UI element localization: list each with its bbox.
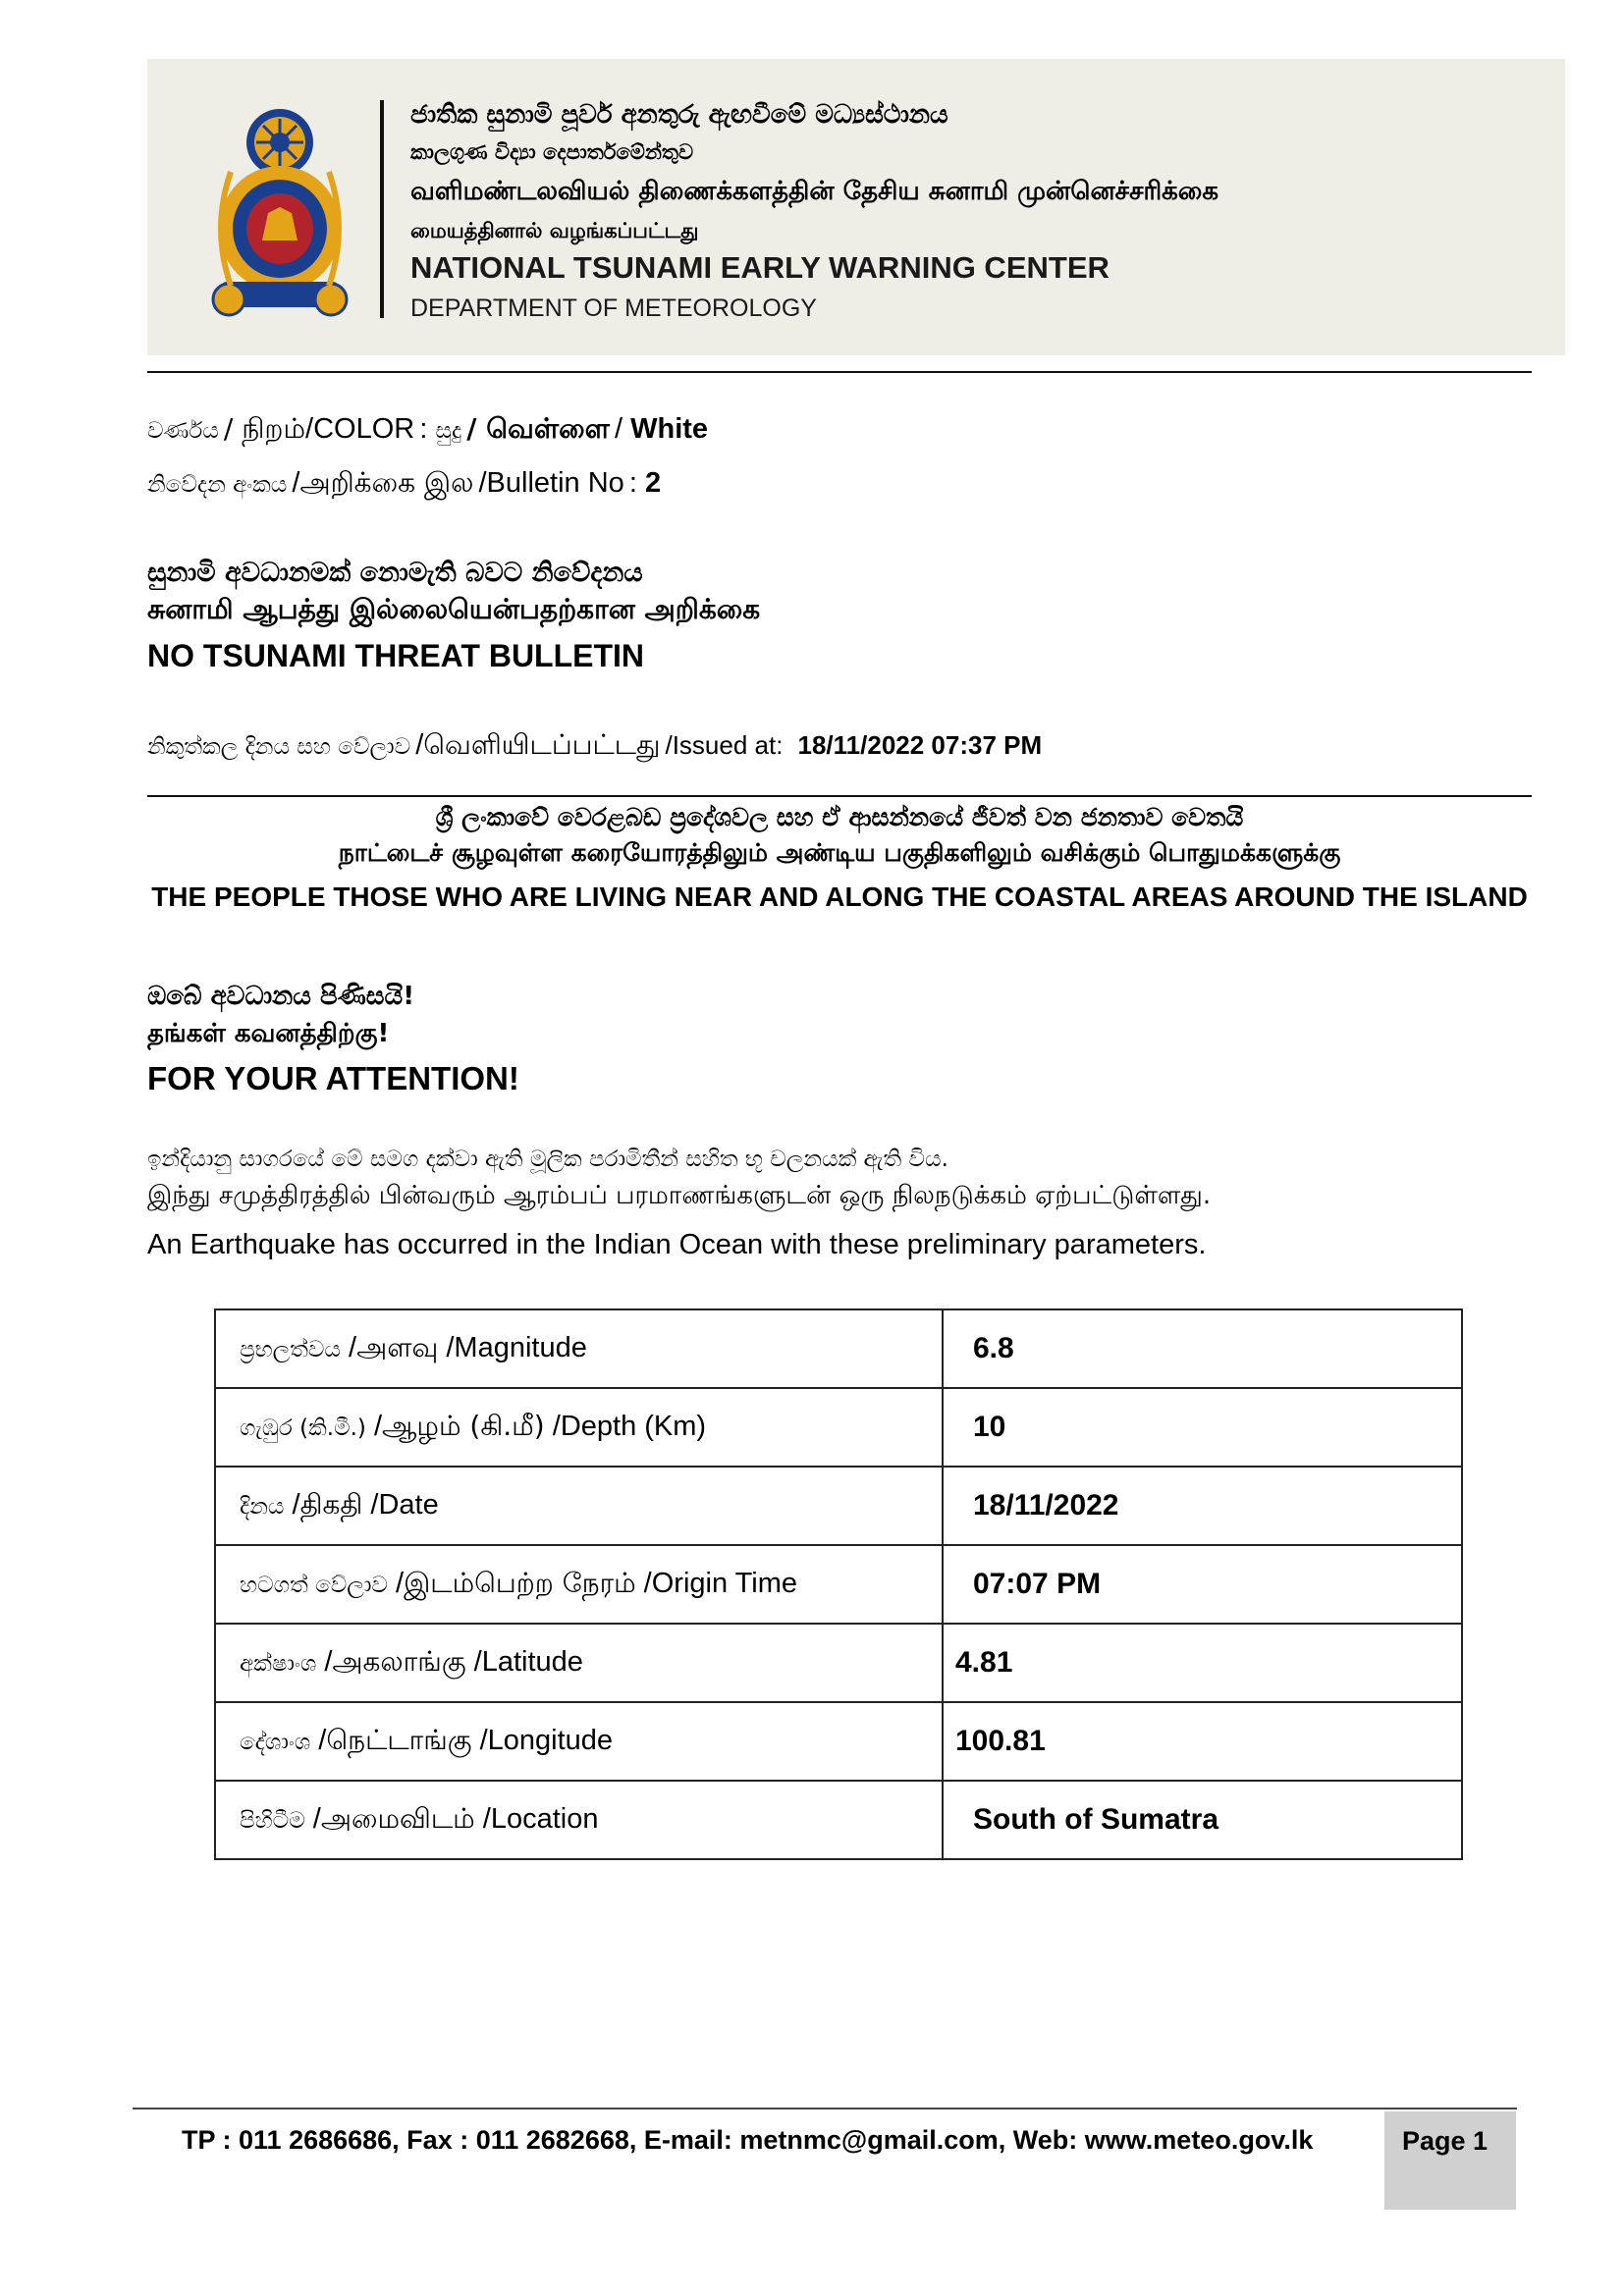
color-label-en: COLOR [313, 413, 415, 445]
bulletin-line: නිවේදන අංකය /அறிக்கை இல /Bulletin No : 2 [147, 466, 662, 499]
param-label-cell: ගැඹුර (කි.මී.) /ஆழம் (கி.மீ) /Depth (Km) [215, 1388, 943, 1467]
color-value-ta: வெள்ளை [486, 412, 610, 445]
header-si-line2: කාලගුණ විද්‍යා දෙපාර්තමේන්තුව [410, 140, 694, 164]
param-label-ta: ஆழம் (கி.மீ) [382, 1409, 545, 1442]
color-label-si: වර්ණය [147, 418, 219, 444]
attention-en: FOR YOUR ATTENTION! [147, 1060, 519, 1096]
param-label-en: Date [378, 1488, 439, 1521]
header-en-line2: DEPARTMENT OF METEOROLOGY [410, 294, 817, 322]
sri-lanka-emblem-icon [201, 103, 358, 329]
issued-label-ta: வெளியிடப்பட்டது [423, 728, 661, 761]
attention-si: ඔබේ අවධානය පිණිසයි! [147, 982, 415, 1011]
title-en: NO TSUNAMI THREAT BULLETIN [147, 638, 645, 673]
param-label-en: Magnitude [454, 1331, 587, 1363]
param-label-ta: நெட்டாங்கு [326, 1723, 472, 1756]
param-label-cell: දිනය /திகதி /Date [215, 1467, 943, 1545]
param-label-en: Latitude [481, 1645, 583, 1678]
param-label-ta: அகலாங்கு [332, 1644, 466, 1678]
table-row [215, 1309, 1462, 1388]
header-si-line1: ජාතික සුනාමි පූර්ව අනතුරු ඇඟවීමේ මධ්‍යස්ථානය [410, 100, 948, 130]
header-ta-line2: மையத்தினால் வழங்கப்பட்டது [410, 219, 699, 242]
bulletin-number: 2 [645, 467, 662, 499]
intro-en: An Earthquake has occurred in the Indian Ocean with these preliminary parameters. [147, 1229, 1207, 1260]
param-value: 10 [943, 1388, 1462, 1467]
param-label-cell: හටගත් වේලාව /இடம்பெற்ற நேரம் /Origin Time [215, 1545, 943, 1624]
table-row [215, 1702, 1462, 1781]
param-value: 18/11/2022 [943, 1467, 1462, 1545]
earthquake-parameters-table [214, 1308, 1463, 1860]
footer-rule [133, 2108, 1517, 2109]
letterhead [147, 59, 1565, 355]
footer-contact: TP : 011 2686686, Fax : 011 2682668, E-mail: metnmc@gmail.com, Web: www.meteo.gov.lk [182, 2125, 1314, 2155]
param-label-cell: ප්‍රභලත්වය /அளவு /Magnitude [215, 1309, 943, 1388]
bulletin-label-si: නිවේදන අංකය [147, 472, 288, 498]
table-row [215, 1781, 1462, 1859]
header-ta-line1: வளிமண்டலவியல் திணைக்களத்தின் தேசிய சுனாமி முன்னெச்சரிக்கை [410, 177, 1219, 206]
header-en-line1: NATIONAL TSUNAMI EARLY WARNING CENTER [410, 250, 1110, 285]
param-label-ta: அமைவிடம் [320, 1801, 475, 1835]
title-si: සුනාමි අවධානමක් නොමැති බවට නිවේදනය [147, 558, 643, 588]
param-label-si: දේශාංශ [240, 1729, 311, 1755]
page-number-box [1384, 2111, 1516, 2210]
audience-en: THE PEOPLE THOSE WHO ARE LIVING NEAR AND ALONG THE COASTAL AREAS AROUND THE ISLAND [151, 881, 1528, 912]
color-label-ta: நிறம் [242, 412, 306, 445]
param-value: 6.8 [943, 1309, 1462, 1388]
table-row [215, 1467, 1462, 1545]
audience-si: ශ්‍රී ලංකාවේ වෙරළබඩ ප්‍රදේශවල සහ ඒ ආසන්නයේ ජීවත් වන ජනතාව වෙතයි [435, 803, 1244, 831]
attention-ta: தங்கள் கவனத்திற்கு! [147, 1019, 390, 1048]
issued-rule [147, 795, 1532, 797]
param-label-cell: පිහිටීම /அமைவிடம் /Location [215, 1781, 943, 1859]
param-label-ta: திகதி [299, 1487, 363, 1521]
param-label-si: ගැඹුර (කි.මී.) [240, 1415, 366, 1441]
param-label-ta: இடம்பெற்ற நேரம் [404, 1566, 636, 1599]
table-row [215, 1545, 1462, 1624]
issued-label-en: Issued at: [672, 730, 784, 760]
param-label-cell: අක්ෂාංශ /அகலாங்கு /Latitude [215, 1624, 943, 1702]
header-divider [380, 100, 384, 318]
param-value: 4.81 [943, 1624, 1462, 1702]
param-value: South of Sumatra [943, 1781, 1462, 1859]
param-label-si: දිනය [240, 1493, 285, 1520]
param-label-en: Depth (Km) [560, 1410, 707, 1442]
color-line: වර්ණය / நிறம்/COLOR : සුදු / வெள்ளை / White [147, 412, 709, 445]
bulletin-label-ta: அறிக்கை இல [299, 466, 474, 499]
issued-label-si: නිකුත්කල දිනය සහ වේලාව [147, 734, 411, 760]
param-label-en: Location [490, 1802, 599, 1835]
intro-ta: இந்து சமுத்திரத்தில் பின்வரும் ஆரம்பப் பரமாணங்களுடன் ஒரு நிலநடுக்கம் ஏற்பட்டுள்ளது. [147, 1181, 1212, 1210]
param-label-si: ප්‍රභලත්වය [240, 1336, 341, 1362]
table-row [215, 1624, 1462, 1702]
param-value: 100.81 [943, 1702, 1462, 1781]
page-number: Page 1 [1402, 2126, 1489, 2156]
issued-value: 18/11/2022 07:37 PM [797, 730, 1043, 760]
intro-si: ඉන්දියානු සාගරයේ මේ සමග දක්වා ඇති මූලික පරාමිතීන් සහිත භූ චලනයක් ඇති විය. [147, 1147, 948, 1172]
table-row [215, 1388, 1462, 1467]
param-label-si: අක්ෂාංශ [240, 1650, 317, 1677]
param-label-si: පිහිටීම [240, 1807, 305, 1834]
header-rule [147, 371, 1532, 373]
param-label-en: Longitude [487, 1724, 614, 1756]
issued-line: නිකුත්කල දිනය සහ වේලාව /வெளியிடப்பட்டது /Issued at: 18/11/2022 07:37 PM [147, 728, 1043, 761]
param-label-ta: அளவு [356, 1330, 439, 1363]
title-ta: சுனாமி ஆபத்து இல்லையென்பதற்கான அறிக்கை [147, 593, 761, 625]
color-value-en: White [630, 413, 709, 445]
bulletin-label-en: Bulletin No [486, 467, 624, 499]
audience-ta: நாட்டைச் சூழவுள்ள கரையோரத்திலும் அண்டிய பகுதிகளிலும் வசிக்கும் பொதுமக்களுக்கு [338, 838, 1341, 867]
param-label-si: හටගත් වේලාව [240, 1572, 388, 1598]
color-value-si: සුදු [435, 418, 462, 444]
param-label-en: Origin Time [651, 1567, 797, 1599]
param-label-cell: දේශාංශ /நெட்டாங்கு /Longitude [215, 1702, 943, 1781]
param-value: 07:07 PM [943, 1545, 1462, 1624]
